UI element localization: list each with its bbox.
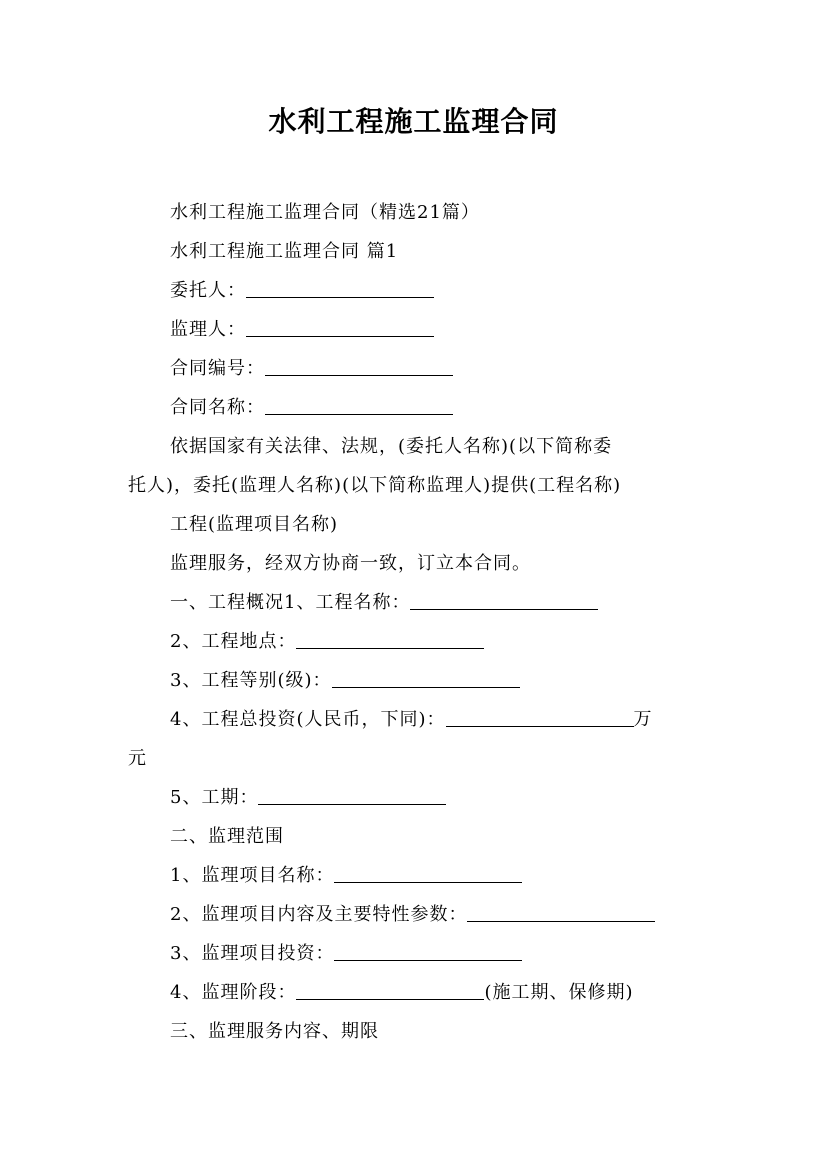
blank-line xyxy=(296,981,484,1000)
text: 水利工程施工监理合同 篇1 xyxy=(170,241,399,262)
field-label: 3、监理项目投资： xyxy=(170,943,335,964)
field-label: 一、工程概况1、工程名称： xyxy=(170,592,411,613)
field-total-investment-cont xyxy=(128,739,708,778)
field-label: 2、工程地点： xyxy=(170,631,297,652)
blank-line xyxy=(334,864,522,883)
field-label: 4、监理阶段： xyxy=(170,982,297,1003)
field-label: 4、工程总投资(人民币，下同)： xyxy=(170,709,446,730)
field-contract-name xyxy=(128,388,708,427)
blank-line xyxy=(334,942,522,961)
paragraph-section-scope xyxy=(128,817,708,856)
field-label: 3、工程等别(级)： xyxy=(170,670,332,691)
blank-line xyxy=(258,786,446,805)
field-project-grade xyxy=(128,661,708,700)
text: 三、监理服务内容、期限 xyxy=(170,1021,379,1042)
blank-line xyxy=(246,318,434,337)
field-duration xyxy=(128,778,708,817)
field-item-investment xyxy=(128,934,708,973)
field-contract-number xyxy=(128,349,708,388)
blank-line xyxy=(265,357,453,376)
blank-line xyxy=(467,903,655,922)
field-client xyxy=(128,271,708,310)
text: 工程(监理项目名称) xyxy=(170,514,339,535)
unit-text: 元 xyxy=(128,748,147,769)
field-supervision-stage xyxy=(128,973,708,1012)
note-text: (施工期、保修期) xyxy=(484,982,634,1003)
field-label: 委托人： xyxy=(170,280,246,301)
blank-line xyxy=(410,591,598,610)
field-label: 监理人： xyxy=(170,319,246,340)
field-label: 合同名称： xyxy=(170,397,265,418)
field-label: 合同编号： xyxy=(170,358,265,379)
document-body xyxy=(128,193,708,1051)
field-label: 1、监理项目名称： xyxy=(170,865,335,886)
field-item-name xyxy=(128,856,708,895)
field-label: 5、工期： xyxy=(170,787,259,808)
field-project-name xyxy=(128,583,708,622)
paragraph-subtitle xyxy=(128,193,708,232)
blank-line xyxy=(446,708,634,727)
text: 监理服务，经双方协商一致，订立本合同。 xyxy=(170,553,531,574)
unit-text: 万 xyxy=(633,709,653,730)
field-total-investment xyxy=(128,700,708,739)
blank-line xyxy=(265,396,453,415)
field-item-content xyxy=(128,895,708,934)
paragraph-agreement xyxy=(128,544,708,583)
blank-line xyxy=(296,630,484,649)
paragraph-project xyxy=(128,505,708,544)
document-title: 水利工程施工监理合同 xyxy=(268,105,559,138)
field-project-location xyxy=(128,622,708,661)
paragraph-basis-line2 xyxy=(128,466,708,505)
text: 依据国家有关法律、法规，(委托人名称)(以下简称委 xyxy=(170,436,613,457)
blank-line xyxy=(246,279,434,298)
field-label: 2、监理项目内容及主要特性参数： xyxy=(170,904,468,925)
field-supervisor xyxy=(128,310,708,349)
text: 水利工程施工监理合同（精选21篇） xyxy=(170,202,480,223)
paragraph-basis-line1 xyxy=(128,427,708,466)
blank-line xyxy=(332,669,520,688)
text: 托人)，委托(监理人名称)(以下简称监理人)提供(工程名称) xyxy=(128,475,622,496)
paragraph-section-service xyxy=(128,1012,708,1051)
text: 二、监理范围 xyxy=(170,826,284,847)
paragraph-section-heading xyxy=(128,232,708,271)
